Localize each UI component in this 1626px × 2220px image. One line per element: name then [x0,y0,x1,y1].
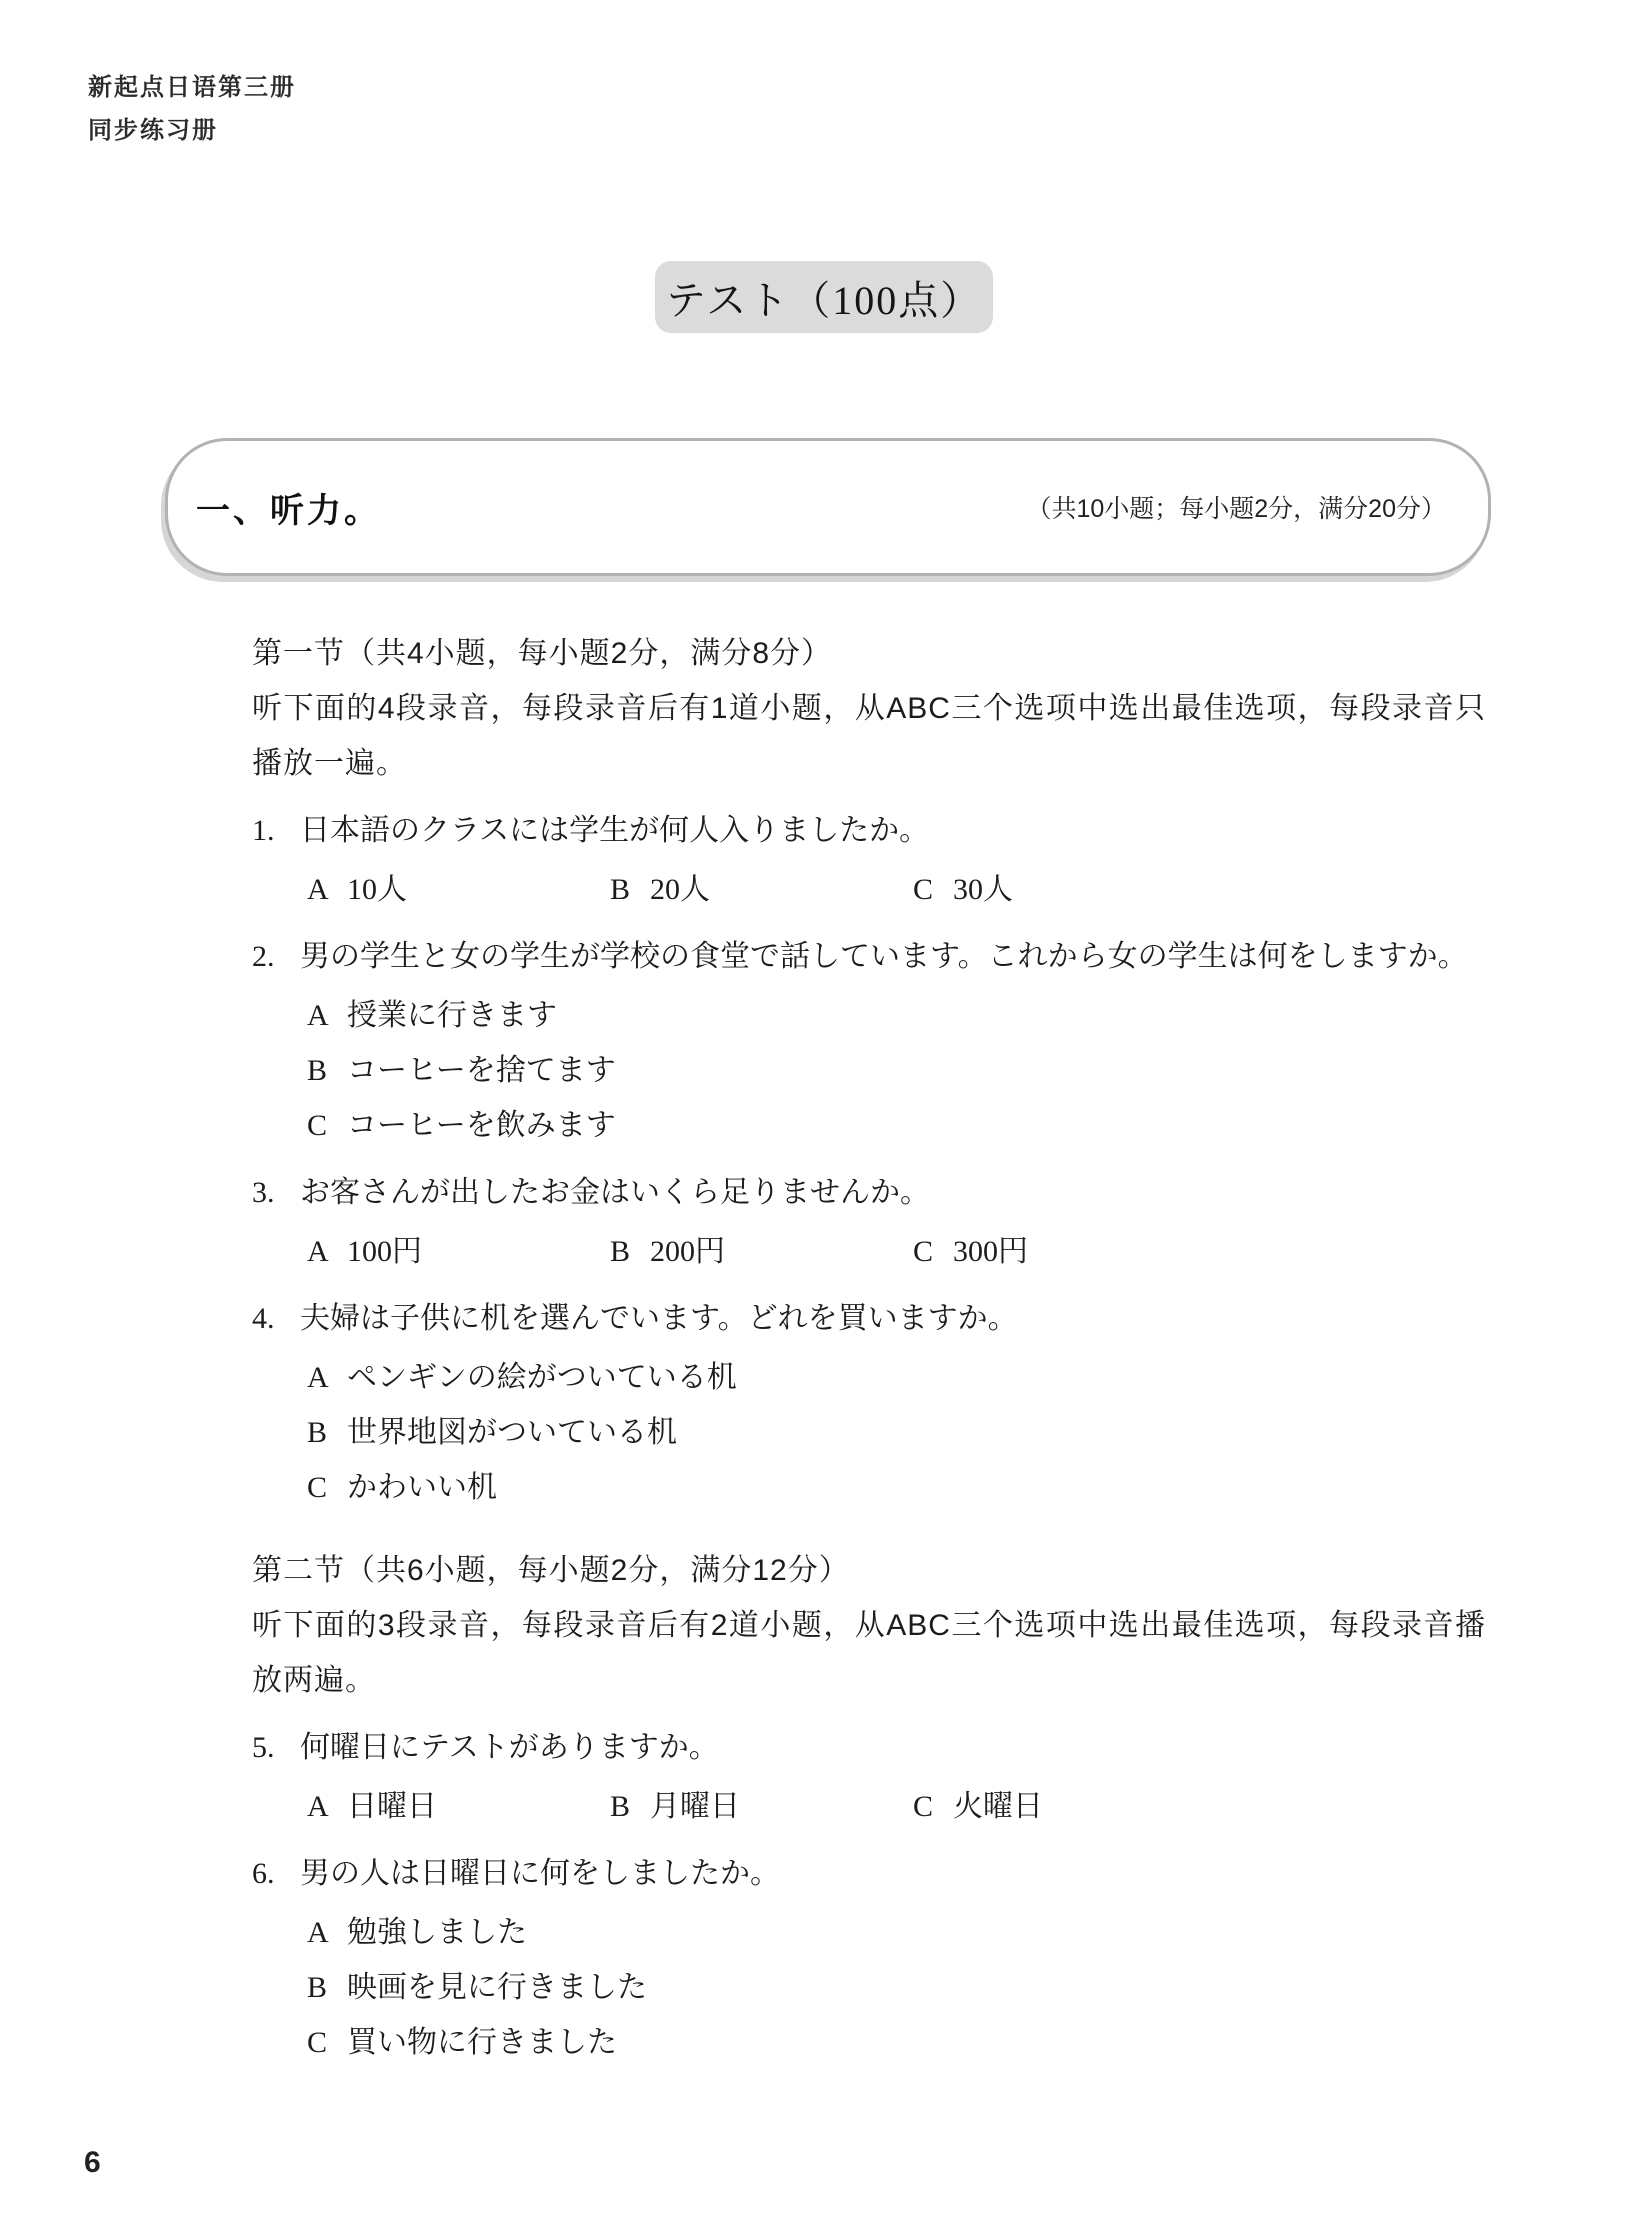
question-text: 何曜日にテストがありますか。 [300,1731,719,1764]
question-text: 日本語のクラスには学生が何人入りましたか。 [300,814,930,847]
question-4 [252,1291,1486,1515]
option-label: B [610,1235,631,1268]
option-label: B [610,873,631,906]
question-number: 2. [252,940,275,973]
option-b [610,1779,913,1834]
test-content [252,626,1486,2070]
option-text: 20人 [650,873,710,906]
option-c [307,1460,1486,1515]
option-a [307,988,1486,1043]
question-number: 1. [252,814,275,847]
option-text: ペンギンの絵がついている机 [347,1361,737,1394]
question-number: 3. [252,1176,275,1209]
option-c [913,1779,1216,1834]
option-label: B [307,1971,328,2004]
question-number: 6. [252,1857,275,1890]
part2-instructions: 听下面的3段录音，每段录音后有2道小题，从ABC三个选项中选出最佳选项，每段录音播放两遍。 [252,1609,1486,1697]
option-text: 日曜日 [347,1790,437,1823]
option-text: 買い物に行きました [347,2026,617,2059]
listening-section-heading: 一、听力。 [196,491,381,530]
option-b [307,1043,1486,1098]
option-label: C [307,1471,328,1504]
option-text: 映画を見に行きました [347,1971,647,2004]
option-text: 30人 [953,873,1013,906]
book-header [88,66,296,152]
option-label: B [307,1054,328,1087]
listening-section-box [165,438,1491,576]
option-b [610,1224,913,1279]
option-b [307,1960,1486,2015]
option-text: 100円 [347,1235,422,1268]
option-a [307,1779,610,1834]
option-text: 授業に行きます [347,999,557,1032]
option-label: A [307,1790,329,1823]
option-c [913,862,1216,917]
question-text: 夫婦は子供に机を選んでいます。どれを買いますか。 [300,1302,1018,1335]
test-title-badge [655,261,993,333]
option-label: A [307,1235,329,1268]
question-3 [252,1165,1486,1279]
option-c [307,2015,1486,2070]
option-label: C [307,2026,328,2059]
option-label: C [307,1109,328,1142]
option-label: A [307,1361,329,1394]
book-title: 新起点日语第三册 [88,74,296,101]
option-label: C [913,1790,934,1823]
option-text: 300円 [953,1235,1028,1268]
page-number: 6 [84,2146,101,2179]
option-text: 勉強しました [347,1916,527,1949]
option-label: A [307,999,329,1032]
option-a [307,1224,610,1279]
option-c [307,1098,1486,1153]
book-subtitle: 同步练习册 [88,117,218,144]
question-text: お客さんが出したお金はいくら足りませんか。 [300,1176,930,1209]
option-b [610,862,913,917]
option-a [307,1350,1486,1405]
option-label: C [913,1235,934,1268]
option-c [913,1224,1216,1279]
part1-heading: 第一节（共4小题，每小题2分，满分8分） [252,637,833,670]
option-text: 月曜日 [650,1790,740,1823]
option-text: かわいい机 [347,1471,497,1504]
question-text: 男の学生と女の学生が学校の食堂で話しています。これから女の学生は何をしますか。 [300,940,1468,973]
question-1 [252,803,1486,917]
question-text: 男の人は日曜日に何をしましたか。 [300,1857,780,1890]
option-label: B [610,1790,631,1823]
part1-instructions: 听下面的4段录音，每段录音后有1道小题，从ABC三个选项中选出最佳选项，每段录音只播放一遍。 [252,692,1486,780]
part2-heading: 第二节（共6小题，每小题2分，满分12分） [252,1554,850,1587]
option-a [307,1905,1486,1960]
question-6 [252,1846,1486,2070]
option-text: コーヒーを飲みます [347,1109,616,1142]
option-label: C [913,873,934,906]
option-text: 10人 [347,873,407,906]
option-label: A [307,1916,329,1949]
option-label: A [307,873,329,906]
option-a [307,862,610,917]
question-number: 5. [252,1731,275,1764]
option-label: B [307,1416,328,1449]
question-number: 4. [252,1302,275,1335]
option-text: 火曜日 [953,1790,1043,1823]
option-b [307,1405,1486,1460]
question-2 [252,929,1486,1153]
option-text: 世界地図がついている机 [347,1416,677,1449]
listening-score-note: （共10小题；每小题2分，满分20分） [1026,495,1446,523]
option-text: 200円 [650,1235,725,1268]
test-title: テスト（100点） [665,277,983,323]
question-5 [252,1720,1486,1834]
option-text: コーヒーを捨てます [347,1054,616,1087]
